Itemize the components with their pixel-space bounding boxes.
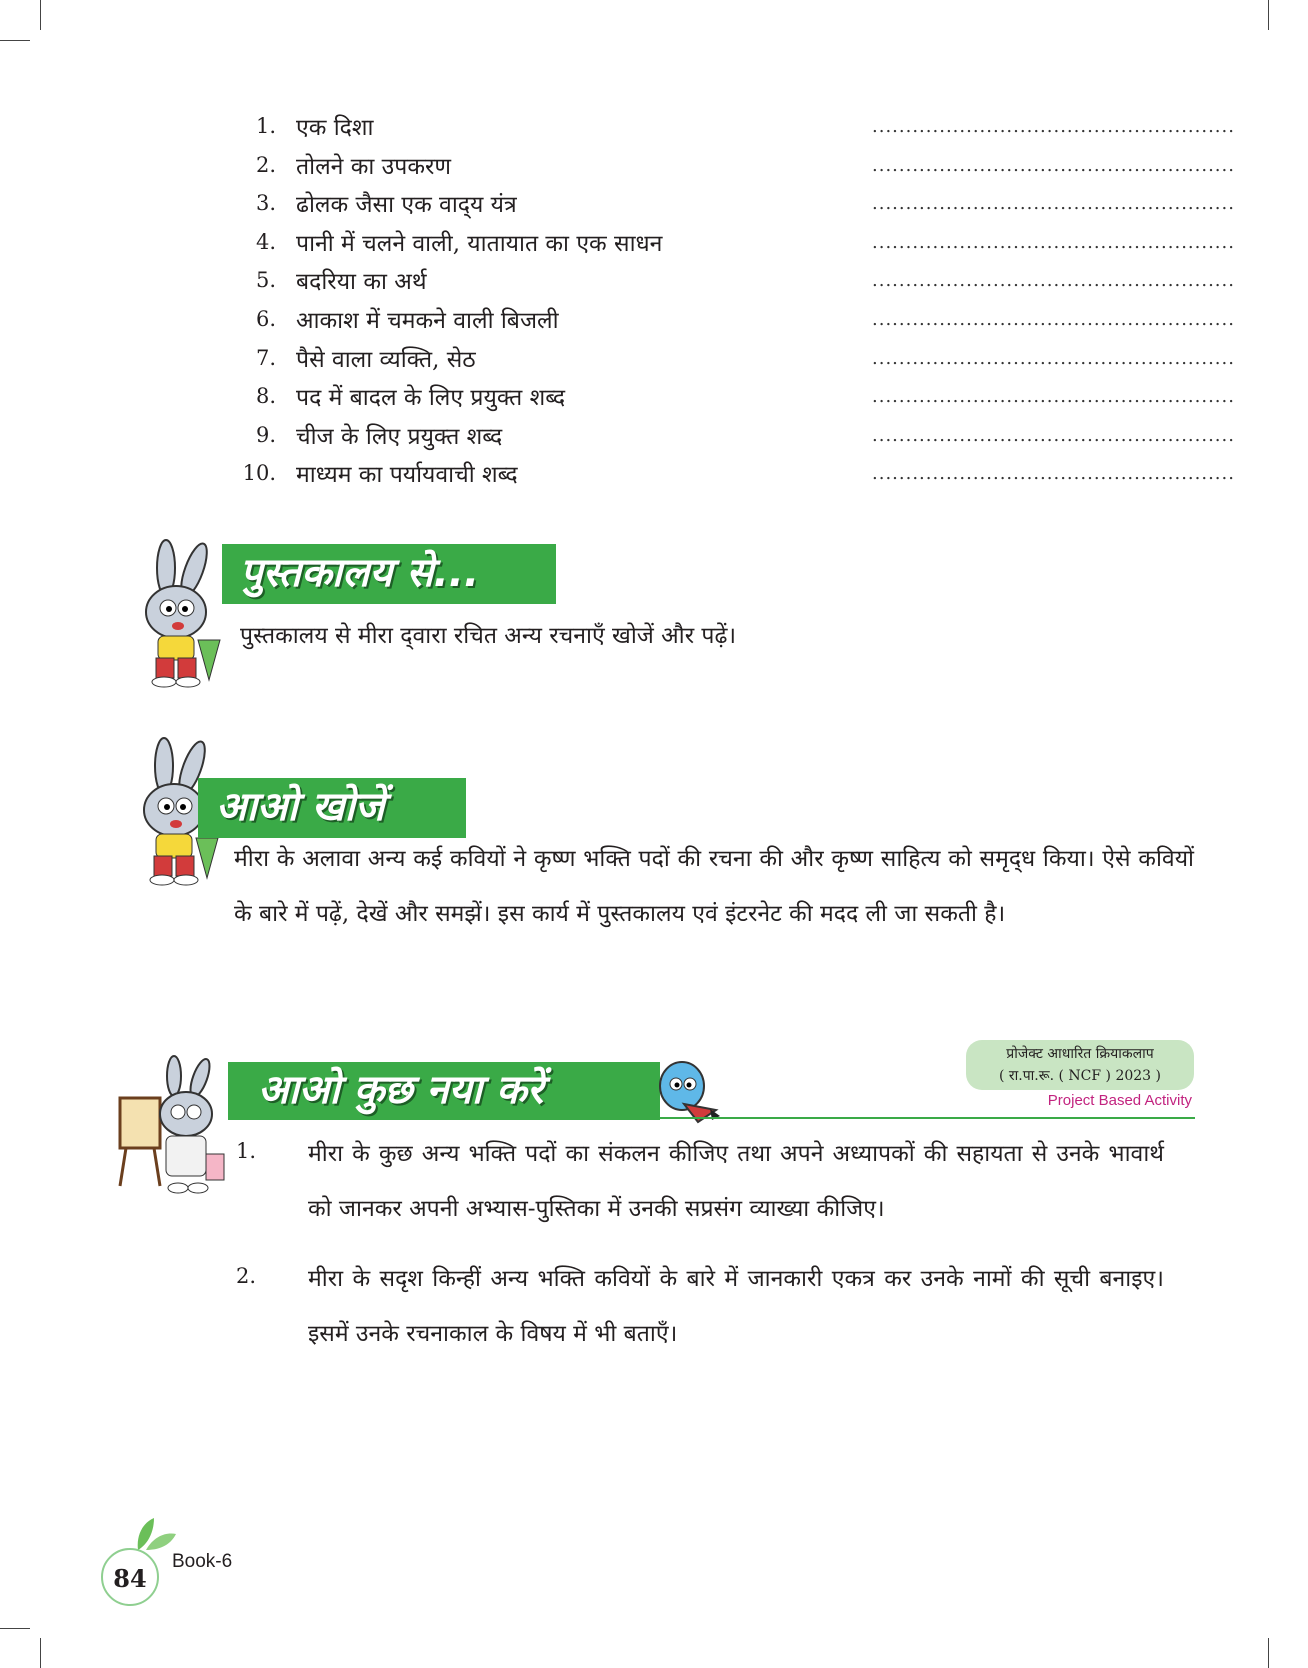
question-text: चीज के लिए प्रयुक्त शब्द (296, 423, 503, 450)
explore-heading: आओ खोजें (198, 778, 466, 838)
question-number: 4. (255, 229, 276, 254)
answer-blank[interactable]: ...................................................... (872, 386, 1235, 408)
question-row (240, 262, 1235, 301)
rabbit-mascot-icon (128, 540, 228, 690)
book-label: Book-6 (172, 1551, 233, 1572)
question-number: 9. (255, 422, 276, 447)
library-heading: पुस्तकालय से... (222, 544, 556, 604)
section-divider (652, 1117, 1195, 1119)
question-text: बदरिया का अर्थ (296, 269, 427, 296)
answer-blank[interactable]: ...................................................... (872, 193, 1235, 215)
project-badge (966, 1040, 1194, 1090)
answer-blank[interactable]: ...................................................... (872, 347, 1235, 369)
crop-mark (1268, 0, 1269, 30)
painter-rabbit-icon (116, 1058, 228, 1202)
answer-blank[interactable]: ...................................................... (872, 308, 1235, 330)
project-item-number: 1. (236, 1139, 257, 1163)
question-list (240, 108, 1235, 494)
project-badge-english: Project Based Activity (1047, 1092, 1192, 1109)
question-row (240, 455, 1235, 494)
library-text: पुस्तकालय से मीरा द्‌वारा रचित अन्य रचनाएँ खोजें और पढ़ें। (240, 623, 737, 649)
question-number: 2. (255, 152, 276, 177)
question-row (240, 185, 1235, 224)
question-text: तोलने का उपकरण (296, 153, 452, 180)
question-text: पद में बादल के लिए प्रयुक्त शब्द (296, 385, 566, 412)
explore-text: मीरा के अलावा अन्य कई कवियों ने कृष्ण भक्ति पदों की रचना की और कृष्ण साहित्य को समृद्‌ध किया। ऐसे कवियों के बारे में पढ़ें, देखें और समझें। इस कार्य में पुस्तकालय एवं इंटरनेट की मदद ली जा सकती है। (234, 846, 1194, 927)
leaf-icon (132, 1516, 178, 1552)
crop-mark (0, 40, 30, 41)
project-item (236, 1135, 1166, 1255)
answer-blank[interactable]: ...................................................... (872, 270, 1235, 292)
project-item-text: मीरा के कुछ अन्य भक्ति पदों का संकलन कीजिए तथा अपने अध्यापकों की सहायता से उनके भावार्थ को जानकर अपनी अभ्यास-पुस्तिका में उनकी सप्रसंग व्याख्या कीजिए। (308, 1141, 1164, 1222)
answer-blank[interactable]: ...................................................... (872, 231, 1235, 253)
question-text: माध्यम का पर्यायवाची शब्द (296, 462, 518, 489)
answer-blank[interactable]: ...................................................... (872, 463, 1235, 485)
badge-line-2: ( रा.पा.रू. ( NCF ) 2023 ) (998, 1068, 1161, 1084)
question-text: एक दिशा (296, 115, 374, 141)
question-number: 7. (255, 345, 276, 370)
crop-mark (40, 1638, 41, 1668)
question-row (240, 224, 1235, 263)
badge-line-1: प्रोजेक्ट आधारित क्रियाकलाप (1006, 1046, 1154, 1062)
question-number: 8. (255, 384, 276, 409)
project-item-number: 2. (236, 1264, 257, 1288)
question-text: पैसे वाला व्यक्ति, सेठ (296, 346, 476, 373)
answer-blank[interactable]: ...................................................... (872, 116, 1235, 137)
question-row (240, 108, 1235, 147)
crop-mark (40, 0, 41, 30)
project-item-text: मीरा के सदृश किन्हीं अन्य भक्ति कवियों के बारे में जानकारी एकत्र कर उनके नामों की सूची बनाइए। इसमें उनके रचनाकाल के विषय में भी बताएँ। (308, 1266, 1164, 1347)
question-row (240, 340, 1235, 379)
answer-blank[interactable]: ...................................................... (872, 154, 1235, 176)
question-row (240, 301, 1235, 340)
crop-mark (1268, 1638, 1269, 1668)
question-row (240, 378, 1235, 417)
project-heading: आओ कुछ नया करें (228, 1062, 660, 1120)
question-text: ढोलक जैसा एक वाद्‌य यंत्र (296, 192, 517, 219)
project-item (236, 1260, 1166, 1380)
question-number: 1. (255, 114, 276, 138)
question-number: 3. (255, 191, 276, 216)
question-number: 6. (255, 306, 276, 331)
crop-mark (0, 1628, 30, 1629)
question-row (240, 147, 1235, 186)
question-number: 5. (255, 268, 276, 293)
page-number: 84 (101, 1548, 159, 1606)
question-number: 10. (242, 461, 276, 486)
question-row (240, 417, 1235, 456)
answer-blank[interactable]: ...................................................... (872, 424, 1235, 446)
question-text: पानी में चलने वाली, यातायात का एक साधन (296, 230, 663, 257)
question-text: आकाश में चमकने वाली बिजली (296, 307, 559, 334)
